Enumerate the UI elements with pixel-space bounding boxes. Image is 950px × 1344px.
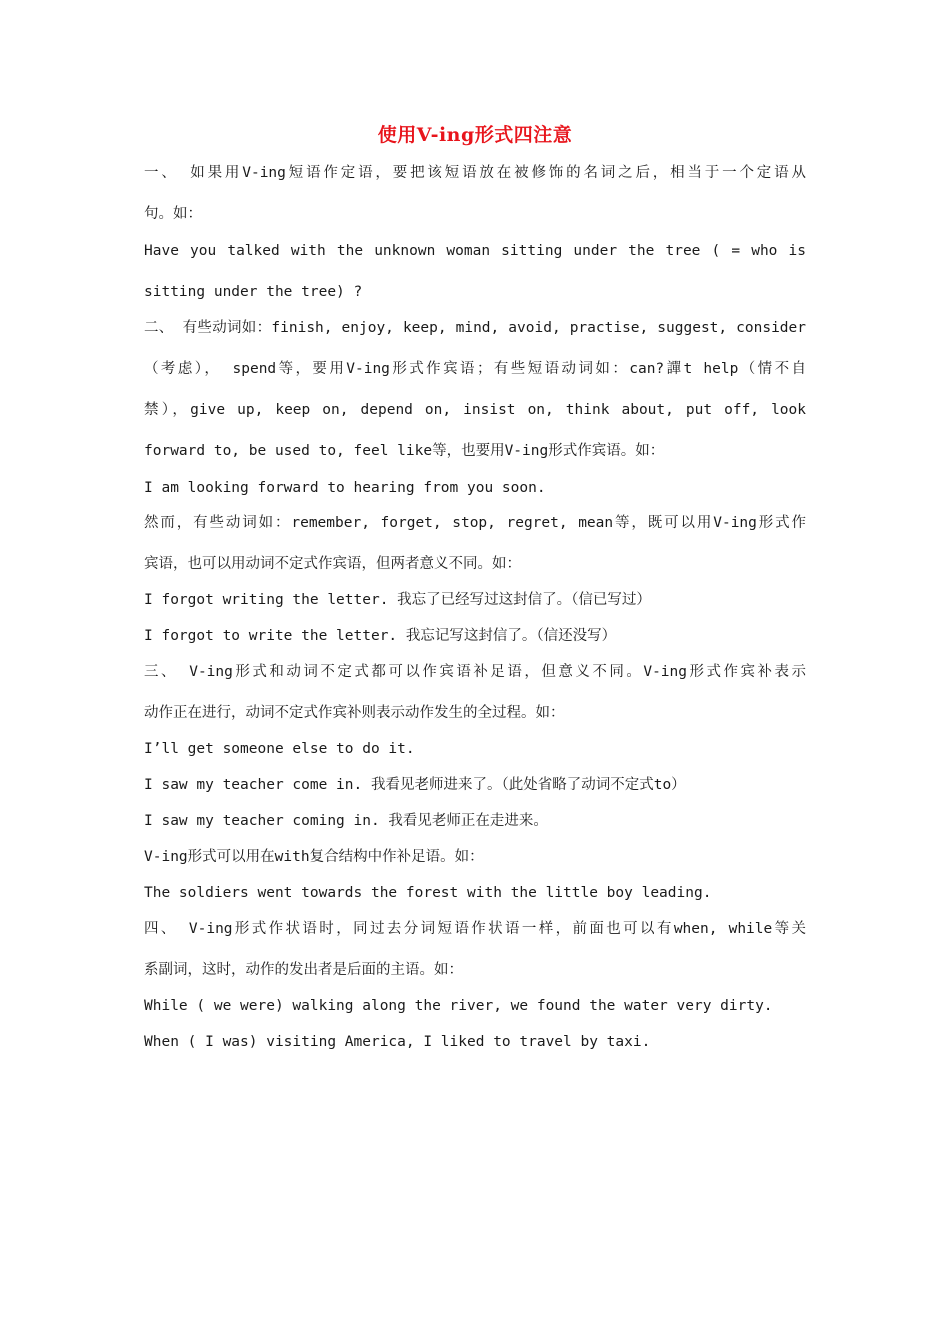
paragraph-line: 句。如： (144, 206, 202, 222)
paragraph-line: sitting under the tree) ? (144, 284, 363, 300)
paragraph-line: （考虑）， spend等，要用V-ing形式作宾语；有些短语动词如：can?譂t help（情不自 (144, 361, 806, 377)
example-sentence: When ( I was) visiting America, I liked to travel by taxi. (144, 1034, 651, 1050)
paragraph-line: 宾语，也可以用动词不定式作宾语，但两者意义不同。如： (144, 556, 521, 572)
paragraph-line: 然而，有些动词如：remember, forget, stop, regret, mean等，既可以用V-ing形式作 (144, 515, 806, 531)
paragraph-line: 禁），give up, keep on, depend on, insist on, think about, put off, look (144, 402, 806, 418)
example-sentence: The soldiers went towards the forest with the little boy leading. (144, 885, 712, 901)
paragraph-line: Have you talked with the unknown woman sitting under the tree ( = who is (144, 243, 806, 259)
example-sentence: I forgot writing the letter. 我忘了已经写过这封信了。（信已写过） (144, 592, 651, 608)
example-sentence: I’ll get someone else to do it. (144, 741, 415, 757)
paragraph-line: 动作正在进行，动词不定式作宾补则表示动作发生的全过程。如： (144, 705, 565, 721)
example-sentence: While ( we were) walking along the river, we found the water very dirty. (144, 998, 773, 1014)
paragraph-line: V-ing形式可以用在with复合结构中作补足语。如： (144, 849, 484, 865)
paragraph-line: 三、 V-ing形式和动词不定式都可以作宾语补足语，但意义不同。V-ing形式作宾补表示 (144, 664, 806, 680)
paragraph-line: 一、 如果用V-ing短语作定语，要把该短语放在被修饰的名词之后，相当于一个定语从 (144, 165, 806, 181)
paragraph-line: 系副词，这时，动作的发出者是后面的主语。如： (144, 962, 463, 978)
example-sentence: I saw my teacher coming in. 我看见老师正在走进来。 (144, 813, 548, 829)
example-sentence: I am looking forward to hearing from you soon. (144, 480, 546, 496)
example-sentence: I saw my teacher come in. 我看见老师进来了。（此处省略了动词不定式to） (144, 777, 686, 793)
paragraph-line: forward to, be used to, feel like等，也要用V-ing形式作宾语。如： (144, 443, 665, 459)
paragraph-line: 四、 V-ing形式作状语时，同过去分词短语作状语一样，前面也可以有when, while等关 (144, 921, 806, 937)
document-title: 使用V-ing形式四注意 (377, 124, 573, 146)
example-sentence: I forgot to write the letter. 我忘记写这封信了。（信还没写） (144, 628, 617, 644)
paragraph-line: 二、 有些动词如：finish, enjoy, keep, mind, avoid, practise, suggest, consider (144, 320, 806, 336)
